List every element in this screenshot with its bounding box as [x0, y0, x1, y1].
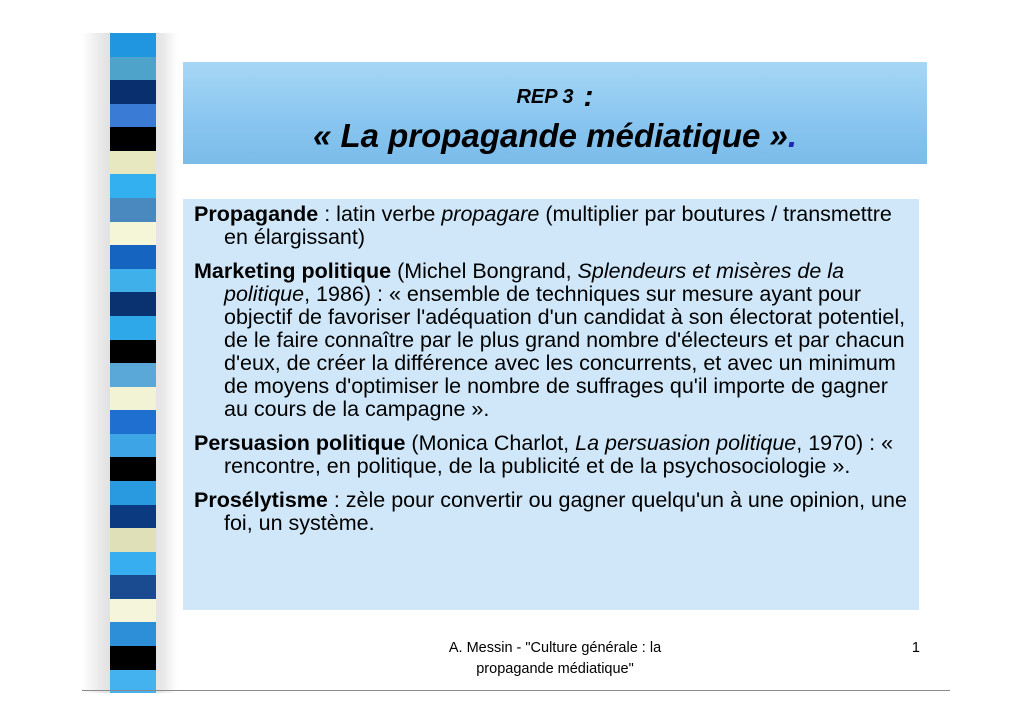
- stripe-segment: [110, 552, 156, 576]
- slide-title-text: « La propagande médiatique »: [312, 117, 788, 154]
- stripe-segment: [110, 646, 156, 670]
- definition-text: : zèle pour convertir ou gagner quelqu'un à une opinion, une foi, un système.: [224, 488, 907, 535]
- stripe-segment: [110, 340, 156, 364]
- stripe-segment: [110, 292, 156, 316]
- stripe-segment: [110, 505, 156, 529]
- definitions-box: [183, 199, 919, 610]
- stripe-segment: [110, 174, 156, 198]
- definition-text: (Michel Bongrand,: [391, 259, 578, 283]
- stripe-segment: [110, 457, 156, 481]
- stripe-segment: [110, 316, 156, 340]
- definition-paragraph: [194, 260, 909, 421]
- stripe-segment: [110, 363, 156, 387]
- stripe-segment: [110, 127, 156, 151]
- title-colon: :: [583, 80, 594, 113]
- definition-paragraph: [194, 489, 909, 535]
- stripe-segment: [110, 198, 156, 222]
- definition-term: Propagande: [194, 202, 319, 226]
- stripe-segment: [110, 481, 156, 505]
- definition-text: : latin verbe: [318, 202, 442, 226]
- title-period: .: [787, 117, 798, 154]
- stripe-segment: [110, 151, 156, 175]
- definition-citation: La persuasion politique: [575, 431, 797, 455]
- definition-citation: propagare: [441, 202, 540, 226]
- stripe-segment: [110, 575, 156, 599]
- stripe-segment: [110, 33, 156, 57]
- footer-line-2: propagande médiatique": [476, 661, 634, 677]
- definition-paragraph: [194, 203, 909, 249]
- slide-label: [183, 80, 927, 114]
- definition-text: , 1986) : « ensemble de techniques sur mesure ayant pour objectif de favoriser l'adéquation d'un candidat à son électorat potentiel, de le faire connaître par le plus grand nombre d'électeurs et par chacun d'eux, de créer la différence avec les concurrents, et avec un minimum de moyens d'optimiser le nombre de suffrages qu'il importe de gagner au cours de la campagne ».: [224, 282, 906, 421]
- definition-text: (multiplier par boutures / transmettre en élargissant): [224, 202, 892, 249]
- stripe-segment: [110, 57, 156, 81]
- definition-citation: Splendeurs et misères de la politique: [224, 259, 845, 306]
- slide-title: [183, 117, 927, 155]
- definition-text: (Monica Charlot,: [405, 431, 576, 455]
- stripe-segment: [110, 410, 156, 434]
- stripe-segment: [110, 222, 156, 246]
- definition-term: Marketing politique: [194, 259, 392, 283]
- slide-number: REP 3: [516, 86, 574, 108]
- stripe-segment: [110, 269, 156, 293]
- definition-term: Prosélytisme: [194, 488, 328, 512]
- stripe-segment: [110, 599, 156, 623]
- footer-caption: [405, 638, 705, 680]
- stripe-segment: [110, 245, 156, 269]
- stripe-segment: [110, 528, 156, 552]
- definition-text: , 1970) : « rencontre, en politique, de la publicité et de la psychosociologie ».: [224, 431, 894, 478]
- definition-paragraph: [194, 432, 909, 478]
- definition-term: Persuasion politique: [194, 431, 406, 455]
- footer-divider: [82, 690, 950, 691]
- stripe-segment: [110, 80, 156, 104]
- stripe-segment: [110, 434, 156, 458]
- title-banner: [183, 62, 927, 164]
- stripe-segment: [110, 104, 156, 128]
- stripe-segment: [110, 387, 156, 411]
- page-number: 1: [911, 640, 920, 656]
- decorative-stripe-strip: [110, 33, 156, 693]
- stripe-segment: [110, 622, 156, 646]
- footer-line-1: A. Messin - "Culture générale : la: [448, 640, 662, 656]
